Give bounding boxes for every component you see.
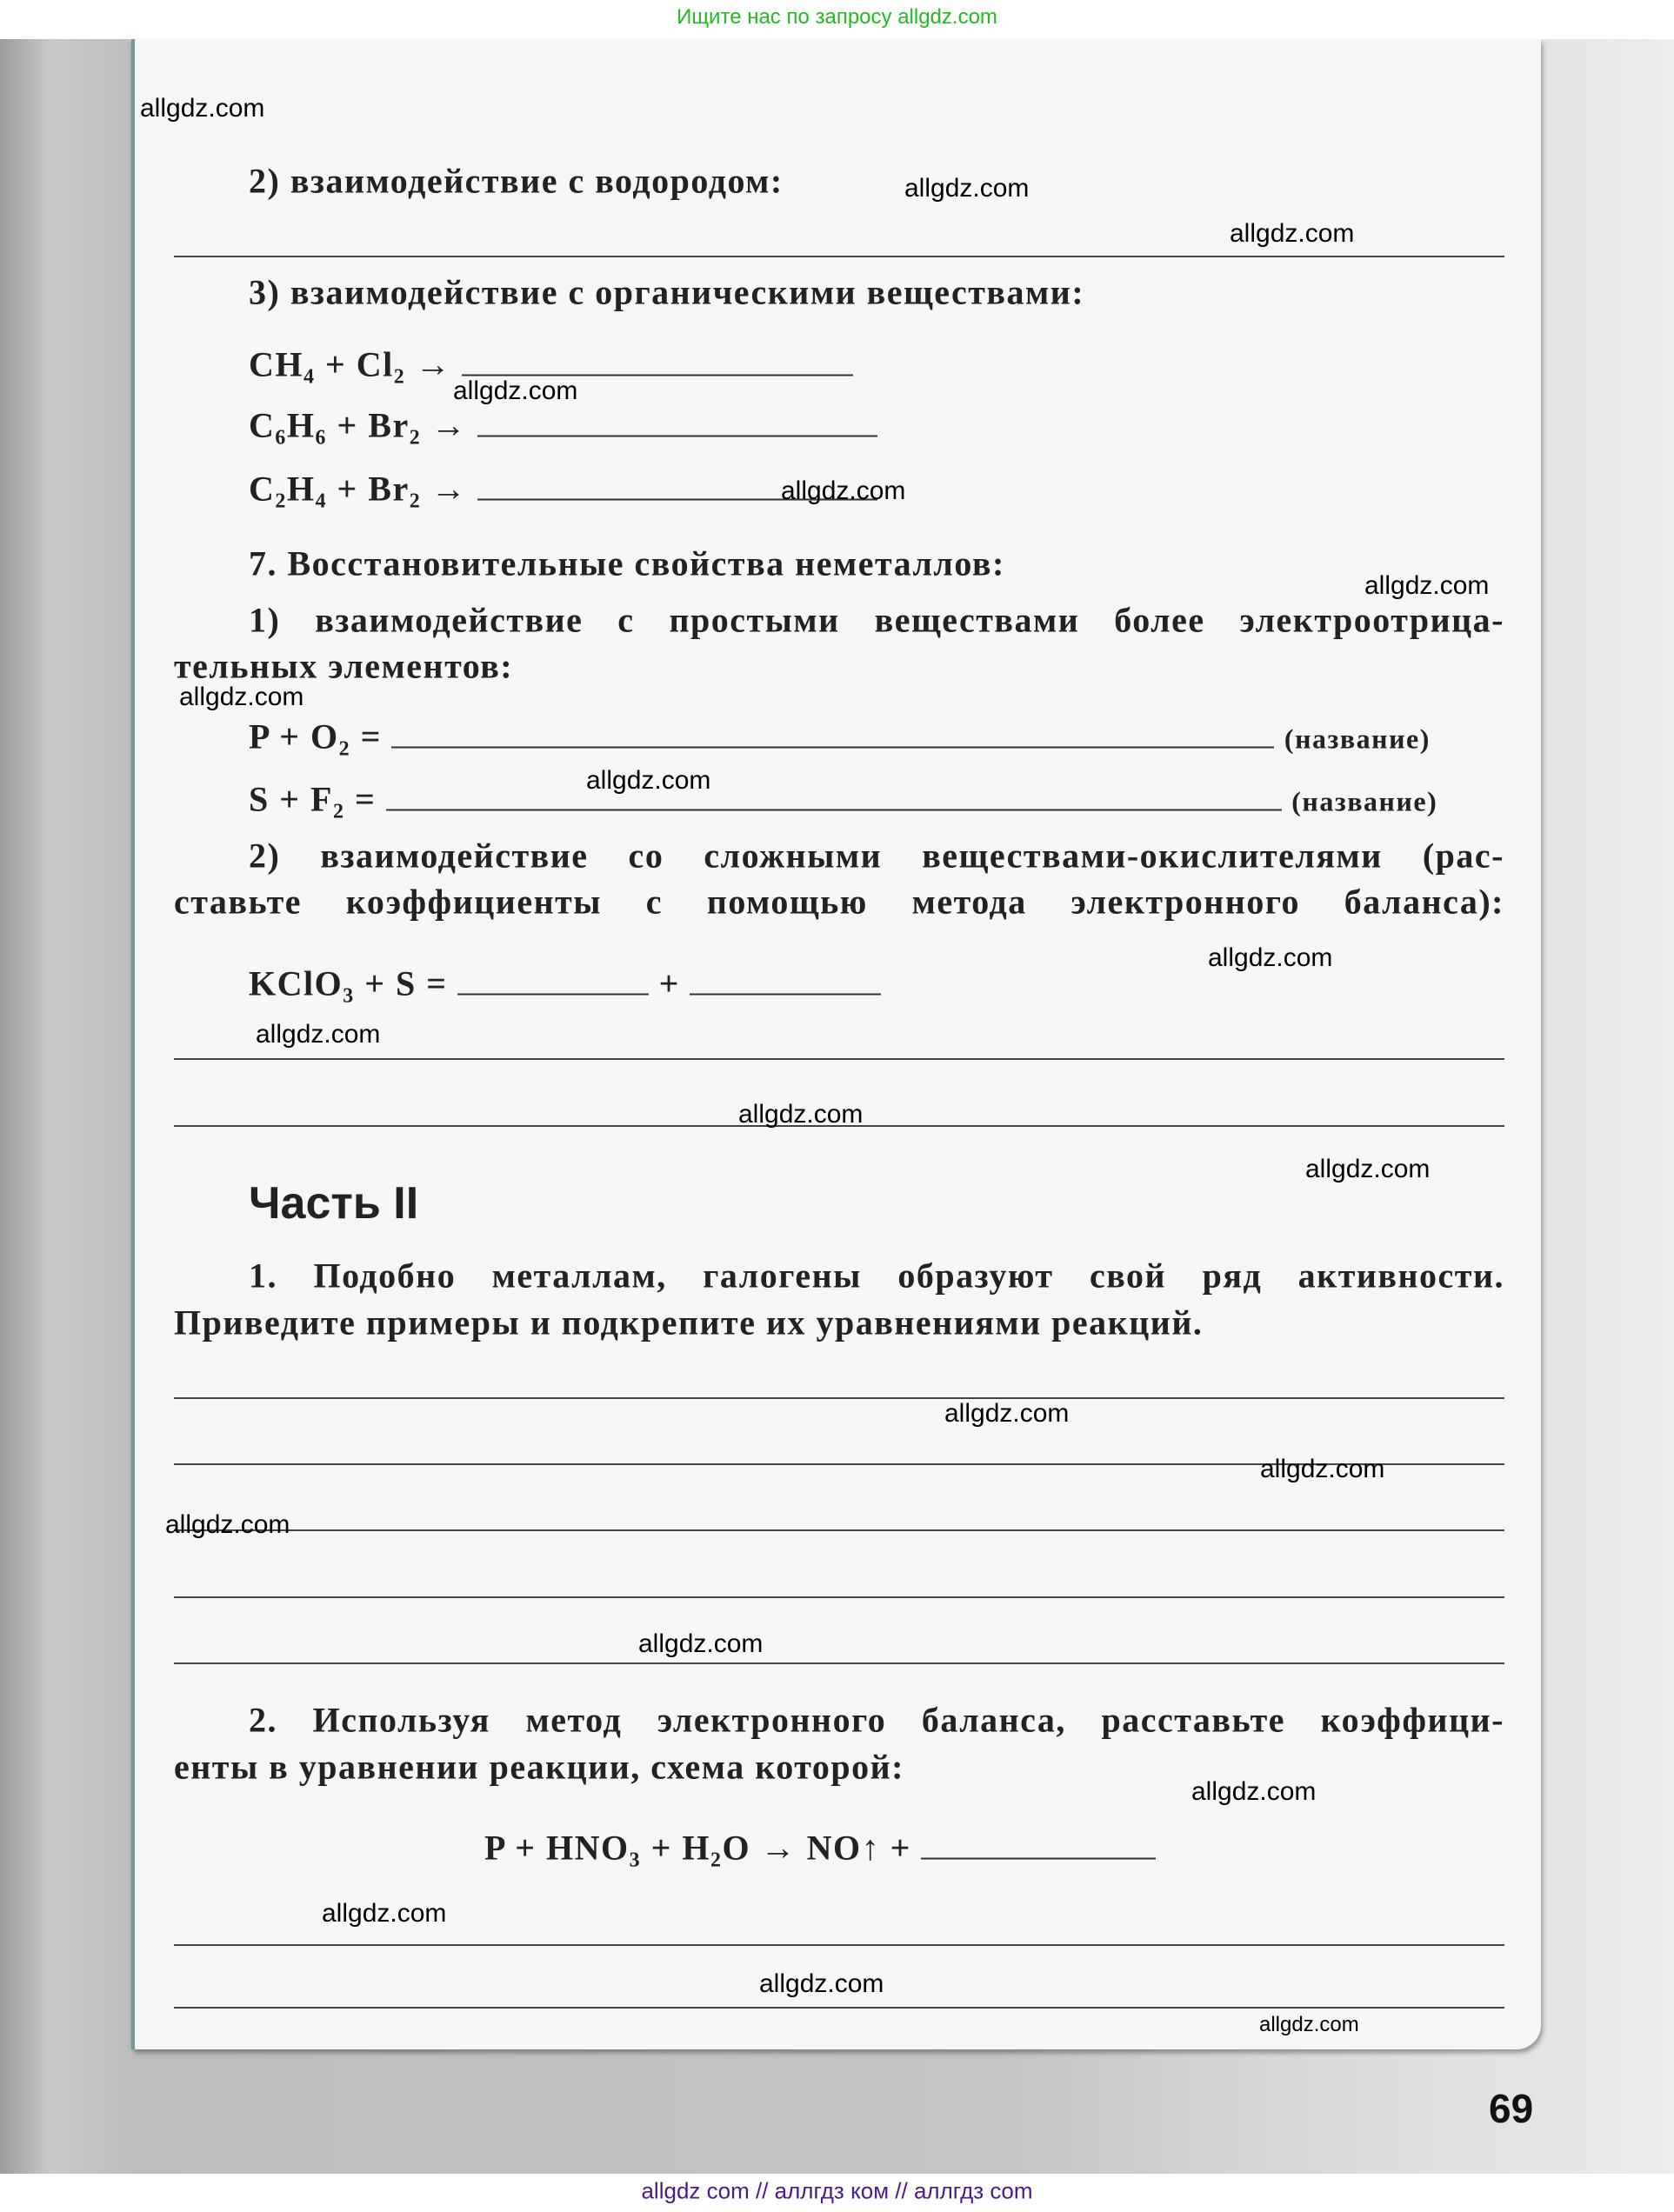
name-label: (название) [1284,723,1431,755]
watermark: allgdz.com [1364,571,1490,600]
equation-text: P + O₂ = [249,716,382,756]
answer-line [174,1529,1504,1531]
equation-text: C₆H₆ + Br₂ → [249,405,468,445]
watermark: allgdz.com [256,1020,381,1049]
equation-text: C₂H₄ + Br₂ → [249,469,468,509]
section7-sub2: 2) взаимодействие со сложными веществами-окислителями (рас- [249,836,1504,876]
page-number: 69 [1489,2086,1534,2131]
answer-line [174,256,1504,257]
watermark: allgdz.com [638,1629,764,1658]
answer-line [174,1662,1504,1664]
item-organic: 3) взаимодействие с органическими веществами: [249,272,1085,312]
question-1: 1. Подобно металлам, галогены образуют свой ряд активности. [249,1256,1504,1296]
question-1-cont: Приведите примеры и подкрепите их уравнениями реакций. [174,1303,1204,1343]
watermark: allgdz.com [1208,943,1333,972]
watermark: allgdz.com [179,683,304,711]
watermark: allgdz.com [1260,1455,1385,1483]
watermark: allgdz.com [1230,219,1355,248]
name-label: (название) [1291,785,1438,817]
plus-sign: + [658,963,680,1003]
equation-p-o2 [249,716,1431,757]
watermark: allgdz.com [781,476,906,505]
watermark: allgdz.com [1259,2013,1359,2036]
part-heading: Часть II [249,1178,419,1229]
answer-blank[interactable] [690,968,881,996]
answer-blank[interactable] [391,721,1274,749]
answer-blank[interactable] [457,968,649,996]
page-edge [131,39,135,2049]
section7-title: 7. Восстановительные свойства неметаллов: [249,543,1005,583]
equation-text: P + HNO₃ + H₂O → NO↑ + [484,1828,911,1868]
section7-sub1: 1) взаимодействие с простыми веществами более электроотрица- [249,600,1504,640]
question-2: 2. Используя метод электронного баланса, расставьте коэффици- [249,1700,1504,1740]
answer-line [174,1058,1504,1060]
equation-c6h6 [249,405,877,446]
equation-text: KClO₃ + S = [249,963,448,1003]
watermark: allgdz.com [944,1399,1070,1428]
watermark: allgdz.com [140,94,265,123]
section7-sub1-cont: тельных элементов: [174,646,514,686]
item-hydrogen: 2) взаимодействие с водородом: [249,161,784,201]
watermark: allgdz.com [453,376,578,405]
answer-line [174,1397,1504,1399]
equation-s-f2 [249,779,1437,820]
equation-text: CH₄ + Cl₂ → [249,344,452,384]
answer-line [174,2007,1504,2009]
watermark: allgdz.com [165,1510,290,1539]
answer-blank[interactable] [462,349,853,376]
watermark: allgdz.com [586,766,711,795]
reaction-scheme [484,1828,1156,1869]
answer-line [174,1944,1504,1946]
watermark: allgdz.com [1191,1777,1317,1806]
equation-kclo3 [249,963,881,1004]
watermark: allgdz.com [322,1899,447,1928]
equation-text: S + F₂ = [249,779,377,819]
watermark: allgdz.com [904,174,1030,203]
answer-line [174,1596,1504,1598]
question-2-cont: енты в уравнении реакции, схема которой: [174,1747,904,1787]
banner: Ищите нас по запросу allgdz.com [677,5,997,29]
watermark: allgdz.com [738,1100,864,1129]
footer-links: allgdz com // аллгдз ком // аллгдз com [641,2177,1033,2204]
watermark: allgdz.com [1305,1155,1431,1183]
watermark: allgdz.com [759,1969,884,1998]
section7-sub2-cont: ставьте коэффициенты с помощью метода электронного баланса): [174,882,1504,922]
answer-blank[interactable] [921,1832,1156,1860]
answer-blank[interactable] [477,410,877,437]
answer-blank[interactable] [386,783,1282,811]
